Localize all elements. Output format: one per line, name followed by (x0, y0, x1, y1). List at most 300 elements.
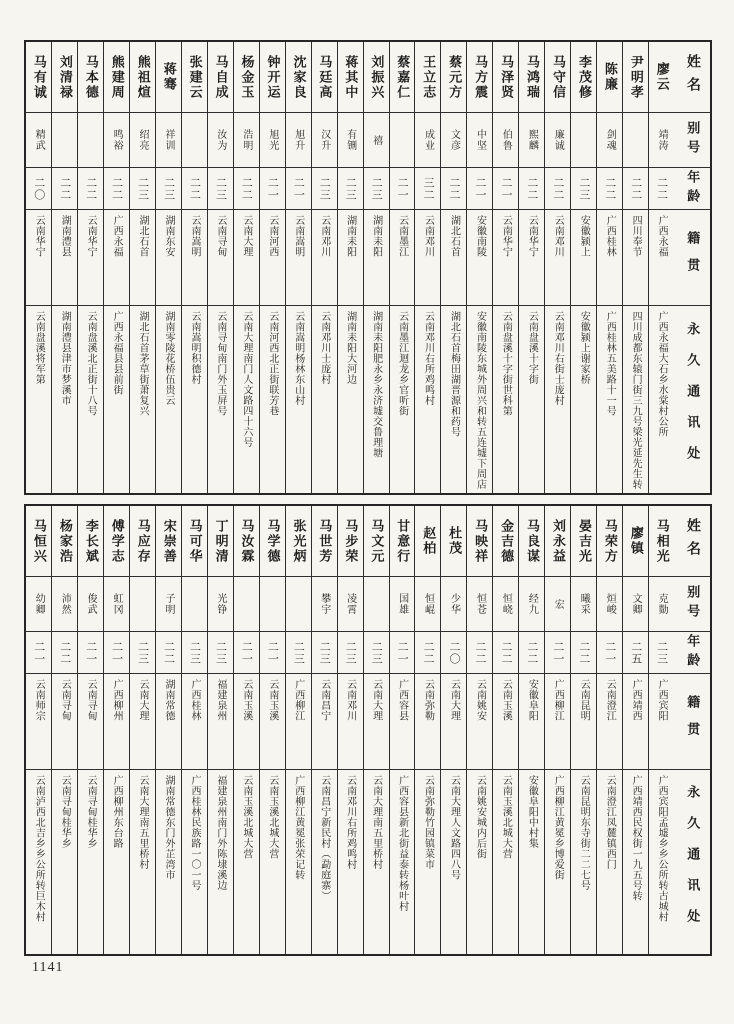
person-column (129, 506, 155, 954)
person-address: 安徽颍上谢家桥 (571, 305, 596, 493)
person-age: 二一 (260, 167, 285, 209)
person-native: 湖北石首 (130, 209, 155, 305)
header-column (674, 506, 710, 954)
person-native: 广西永福 (104, 209, 129, 305)
person-name: 傅学志 (109, 518, 125, 564)
person-alias: 绍亮 (130, 112, 155, 167)
person-column (492, 42, 518, 493)
header-name: 姓名 (684, 518, 700, 564)
person-native: 广西靖西 (623, 673, 648, 769)
person-alias (78, 112, 103, 167)
person-native: 广西宾阳 (649, 673, 674, 769)
person-name: 马有诚 (31, 54, 47, 100)
person-address: 云南寻甸桂华乡 (78, 769, 103, 954)
person-age: 二一 (390, 167, 415, 209)
person-name: 马荣方 (602, 518, 618, 564)
person-native: 云南昆明 (571, 673, 596, 769)
person-alias (130, 576, 155, 631)
person-address: 云南大理南五里桥村 (364, 769, 389, 954)
person-name: 熊祖煊 (135, 54, 151, 100)
person-name: 陈廉 (602, 62, 618, 92)
person-alias (286, 576, 311, 631)
person-age: 二三 (208, 167, 233, 209)
person-age: 二一 (545, 631, 570, 673)
header-native: 籍贯 (674, 209, 710, 305)
person-age: 二三 (156, 167, 181, 209)
person-column (596, 506, 622, 954)
person-name: 丁明清 (213, 518, 229, 564)
header-native: 籍贯 (674, 673, 710, 769)
person-name: 马泽贤 (499, 54, 515, 100)
person-address: 云南弥勒竹园镇菜市 (415, 769, 440, 954)
person-native: 湖南东安 (156, 209, 181, 305)
person-alias: 恒苍 (467, 576, 492, 631)
person-name: 马廷高 (317, 54, 333, 100)
person-address: 安徽阜阳中村集 (519, 769, 544, 954)
person-age: 二二 (649, 167, 674, 209)
person-alias: 汝为 (208, 112, 233, 167)
person-age: 二二 (493, 631, 518, 673)
person-native: 云南大理 (364, 673, 389, 769)
person-native: 云南玉溪 (260, 673, 285, 769)
person-column (207, 506, 233, 954)
person-name: 廖云 (654, 62, 670, 92)
person-name: 赵柏 (421, 526, 437, 556)
person-column (259, 42, 285, 493)
person-address: 云南玉溪北城大营 (234, 769, 259, 954)
person-column (285, 42, 311, 493)
person-name: 马映祥 (473, 518, 489, 564)
person-alias: 幼卿 (26, 576, 51, 631)
person-age: 二三 (182, 631, 207, 673)
person-name: 杜茂 (447, 526, 463, 556)
person-native: 云南邓川 (338, 673, 363, 769)
person-address: 云南玉溪北城大营 (260, 769, 285, 954)
person-alias: 俊武 (78, 576, 103, 631)
person-address: 福建泉州南门外陈埭溪边 (208, 769, 233, 954)
person-alias: 沛然 (52, 576, 77, 631)
person-name: 蒋骞 (161, 62, 177, 92)
person-native: 云南昌宁 (312, 673, 337, 769)
person-native: 云南华宁 (493, 209, 518, 305)
person-native: 云南嵩明 (286, 209, 311, 305)
person-column (544, 42, 570, 493)
person-alias: 光铮 (208, 576, 233, 631)
person-column (570, 506, 596, 954)
roster-table-lower (24, 504, 712, 956)
person-age: 二一 (467, 167, 492, 209)
person-column (337, 42, 363, 493)
person-address: 云南澄江凤麓镇西门 (597, 769, 622, 954)
person-native: 云南华宁 (78, 209, 103, 305)
header-alias: 别号 (674, 112, 710, 167)
person-name: 马汝霖 (239, 518, 255, 564)
person-alias: 有铏 (338, 112, 363, 167)
person-name: 王立志 (421, 54, 437, 100)
person-name: 马相光 (654, 518, 670, 564)
person-age: 二二 (519, 167, 544, 209)
person-age: 二三 (364, 631, 389, 673)
person-alias: 熙麟 (519, 112, 544, 167)
person-alias (52, 112, 77, 167)
roster-tables (24, 40, 712, 956)
person-native: 云南邓川 (312, 209, 337, 305)
person-column (233, 506, 259, 954)
person-address: 云南盘溪十字街 (519, 305, 544, 493)
person-column (518, 42, 544, 493)
person-age: 二一 (390, 631, 415, 673)
person-alias: 精武 (26, 112, 51, 167)
person-age: 二二 (519, 631, 544, 673)
person-age: 二一 (78, 631, 103, 673)
person-column (51, 506, 77, 954)
person-age: 二二 (597, 167, 622, 209)
person-name: 杨金玉 (239, 54, 255, 100)
person-native: 云南邓川 (545, 209, 570, 305)
person-address: 云南大理南门人文路四十六号 (234, 305, 259, 493)
person-native: 云南姚安 (467, 673, 492, 769)
person-age: 二三 (208, 631, 233, 673)
person-native: 云南嵩明 (182, 209, 207, 305)
person-column (622, 42, 648, 493)
person-alias: 浩明 (234, 112, 259, 167)
person-column (466, 42, 492, 493)
person-alias (364, 576, 389, 631)
person-age: 二一 (104, 631, 129, 673)
person-name: 马本德 (83, 54, 99, 100)
person-alias: 恒崐 (415, 576, 440, 631)
person-alias: 廉诚 (545, 112, 570, 167)
person-column (440, 506, 466, 954)
person-age: 二三 (312, 631, 337, 673)
person-alias: 曦采 (571, 576, 596, 631)
person-column (259, 506, 285, 954)
person-column (466, 506, 492, 954)
person-alias (182, 112, 207, 167)
person-name: 刘永益 (550, 518, 566, 564)
person-name: 李长斌 (83, 518, 99, 564)
person-address: 云南大理南五里桥村 (130, 769, 155, 954)
person-column (596, 42, 622, 493)
header-address: 永久通讯处 (674, 769, 710, 954)
person-native: 云南华宁 (519, 209, 544, 305)
person-age: 二三 (130, 167, 155, 209)
person-age: 二二 (156, 631, 181, 673)
person-alias: 宏 (545, 576, 570, 631)
person-column (622, 506, 648, 954)
person-alias: 剑魂 (597, 112, 622, 167)
person-native: 广西桂林 (597, 209, 622, 305)
person-address: 云南寻甸南门外玉屏号 (208, 305, 233, 493)
header-alias: 别号 (674, 576, 710, 631)
person-address: 云南邓川右所鸡鸣村 (338, 769, 363, 954)
header-age: 年龄 (674, 167, 710, 209)
person-name: 金吉德 (499, 518, 515, 564)
person-native: 安徽南陵 (467, 209, 492, 305)
person-alias: 旭升 (286, 112, 311, 167)
person-alias (234, 576, 259, 631)
person-alias: 文彦 (441, 112, 466, 167)
person-address: 广西柳州东台路 (104, 769, 129, 954)
person-alias (260, 576, 285, 631)
person-address: 云南泸西北吉乡乡公所转巨木村 (26, 769, 51, 954)
person-address: 云南大理人文路四八号 (441, 769, 466, 954)
person-name: 马良谋 (525, 518, 541, 564)
person-alias: 恒峣 (493, 576, 518, 631)
person-address: 广西桂林民族路一〇一号 (182, 769, 207, 954)
person-address: 云南盘溪将军第 (26, 305, 51, 493)
person-column (77, 506, 103, 954)
person-address: 云南邓川士庞村 (312, 305, 337, 493)
person-address: 安徽南陵东城外周兴和转五连墟下周店 (467, 305, 492, 493)
person-native: 云南寻甸 (52, 673, 77, 769)
person-age: 二〇 (26, 167, 51, 209)
person-alias: 中坚 (467, 112, 492, 167)
person-address: 湖南耒阳大河边 (338, 305, 363, 493)
person-name: 张建云 (187, 54, 203, 100)
person-alias: 克勚 (649, 576, 674, 631)
person-age: 二三 (312, 167, 337, 209)
person-age: 二二 (234, 167, 259, 209)
person-address: 广西桂林五美路十一号 (597, 305, 622, 493)
person-address: 湖南零陵花桥伍贵云 (156, 305, 181, 493)
person-name: 马文元 (369, 518, 385, 564)
person-column (544, 506, 570, 954)
person-native: 云南邓川 (415, 209, 440, 305)
person-age: 二一 (234, 631, 259, 673)
person-name: 张光炳 (291, 518, 307, 564)
person-address: 云南盘溪北正街十八号 (78, 305, 103, 493)
person-name: 马鸿瑞 (525, 54, 541, 100)
person-native: 安徽阜阳 (519, 673, 544, 769)
person-address: 四川成都东辕门街三九号梁光延先生转 (623, 305, 648, 493)
person-alias: 文卿 (623, 576, 648, 631)
header-age: 年龄 (674, 631, 710, 673)
person-native: 安徽颍上 (571, 209, 596, 305)
person-native: 云南河西 (260, 209, 285, 305)
person-column (440, 42, 466, 493)
person-native: 云南弥勒 (415, 673, 440, 769)
person-alias (182, 576, 207, 631)
person-age: 三二 (415, 167, 440, 209)
person-column (129, 42, 155, 493)
person-column (414, 506, 440, 954)
person-name: 蔡嘉仁 (395, 54, 411, 100)
person-column (155, 506, 181, 954)
person-name: 尹明孝 (628, 54, 644, 100)
person-address: 云南墨江迴龙乡官听街 (390, 305, 415, 493)
person-name: 熊建周 (109, 54, 125, 100)
person-column (648, 42, 674, 493)
person-alias (390, 112, 415, 167)
person-name: 刘振兴 (369, 54, 385, 100)
person-address: 广西宾阳孟墟乡乡公所转古城村 (649, 769, 674, 954)
person-name: 马守信 (550, 54, 566, 100)
person-age: 二二 (545, 167, 570, 209)
person-name: 马世芳 (317, 518, 333, 564)
person-column (648, 506, 674, 954)
person-native: 云南墨江 (390, 209, 415, 305)
person-column (77, 42, 103, 493)
person-alias: 少华 (441, 576, 466, 631)
person-name: 刘清禄 (57, 54, 73, 100)
person-address: 广西永福县县前街 (104, 305, 129, 493)
person-age: 二二 (182, 167, 207, 209)
person-age: 二二 (52, 631, 77, 673)
person-column (26, 506, 51, 954)
person-native: 云南玉溪 (234, 673, 259, 769)
person-column (492, 506, 518, 954)
person-name: 蒋其中 (343, 54, 359, 100)
person-alias: 凌霄 (338, 576, 363, 631)
person-column (233, 42, 259, 493)
person-name: 李茂修 (576, 54, 592, 100)
person-native: 湖南常德 (156, 673, 181, 769)
person-name: 廖镇 (628, 526, 644, 556)
person-name: 沈家良 (291, 54, 307, 100)
person-native: 广西桂林 (182, 673, 207, 769)
person-address: 湖北石首茅草街萧复兴 (130, 305, 155, 493)
person-age: 二一 (26, 631, 51, 673)
person-address: 湖南澧县津市梦溪市 (52, 305, 77, 493)
person-address: 广西靖西民权街一九五号转 (623, 769, 648, 954)
person-alias: 烜峻 (597, 576, 622, 631)
person-native: 广西柳州 (104, 673, 129, 769)
person-native: 四川奉节 (623, 209, 648, 305)
person-age: 二三 (571, 167, 596, 209)
person-name: 马学德 (265, 518, 281, 564)
person-column (103, 42, 129, 493)
person-alias: 国雄 (390, 576, 415, 631)
person-native: 湖北石首 (441, 209, 466, 305)
person-native: 广西永福 (649, 209, 674, 305)
person-name: 宋崇善 (161, 518, 177, 564)
person-column (389, 506, 415, 954)
person-name: 杨家浩 (57, 518, 73, 564)
page-number: 1141 (32, 960, 64, 975)
person-name: 马恒兴 (31, 518, 47, 564)
person-column (181, 506, 207, 954)
person-age: 二三 (364, 167, 389, 209)
person-native: 云南玉溪 (493, 673, 518, 769)
person-name: 马步荣 (343, 518, 359, 564)
person-native: 湖南耒阳 (338, 209, 363, 305)
person-column (155, 42, 181, 493)
person-alias: 靖涛 (649, 112, 674, 167)
person-column (363, 506, 389, 954)
person-address: 云南邓川右街士庞村 (545, 305, 570, 493)
person-column (363, 42, 389, 493)
person-address: 广西柳江黄冕乡博爱街 (545, 769, 570, 954)
person-address: 广西容县新北街益泰转杨叶村 (390, 769, 415, 954)
roster-table-upper (24, 40, 712, 495)
person-name: 甘意行 (395, 518, 411, 564)
person-name: 马自成 (213, 54, 229, 100)
person-address: 湖南耒阳肥永乡永济墟交鲁理塘 (364, 305, 389, 493)
person-name: 晏吉光 (576, 518, 592, 564)
person-address: 湖南常德东门外芷湾市 (156, 769, 181, 954)
person-age: 二一 (260, 631, 285, 673)
header-address: 永久通讯处 (674, 305, 710, 493)
person-age: 二二 (441, 167, 466, 209)
person-native: 云南大理 (441, 673, 466, 769)
person-column (311, 506, 337, 954)
person-age: 二二 (415, 631, 440, 673)
person-native: 福建泉州 (208, 673, 233, 769)
person-native: 云南澄江 (597, 673, 622, 769)
person-alias: 禧 (364, 112, 389, 167)
person-age: 二三 (286, 631, 311, 673)
person-native: 湖南澧县 (52, 209, 77, 305)
person-column (285, 506, 311, 954)
person-address: 广西柳江黄冕张荣记转 (286, 769, 311, 954)
person-native: 云南寻甸 (208, 209, 233, 305)
person-native: 云南大理 (234, 209, 259, 305)
person-column (181, 42, 207, 493)
person-age: 二二 (52, 167, 77, 209)
person-age: 二五 (623, 631, 648, 673)
person-address: 云南邓川右所鸡鸣村 (415, 305, 440, 493)
header-column (674, 42, 710, 493)
person-alias: 旭光 (260, 112, 285, 167)
person-name: 马应存 (135, 518, 151, 564)
person-column (311, 42, 337, 493)
person-alias: 伯鲁 (493, 112, 518, 167)
person-address: 云南玉溪北城大营 (493, 769, 518, 954)
person-alias: 祥训 (156, 112, 181, 167)
header-name: 姓名 (684, 54, 700, 100)
person-native: 广西柳江 (545, 673, 570, 769)
person-alias: 汉升 (312, 112, 337, 167)
person-alias: 攀宇 (312, 576, 337, 631)
person-address: 云南寻甸桂华乡 (52, 769, 77, 954)
person-alias: 子明 (156, 576, 181, 631)
person-age: 二二 (467, 631, 492, 673)
person-column (414, 42, 440, 493)
person-address: 云南昆明东寺街二二七号 (571, 769, 596, 954)
person-alias (571, 112, 596, 167)
person-address: 云南嵩明积德村 (182, 305, 207, 493)
person-column (389, 42, 415, 493)
person-native: 云南华宁 (26, 209, 51, 305)
person-age: 二二 (623, 167, 648, 209)
person-column (26, 42, 51, 493)
person-address: 云南嵩明杨林东山村 (286, 305, 311, 493)
person-name: 蔡元方 (447, 54, 463, 100)
person-age: 二一 (493, 167, 518, 209)
person-name: 马可华 (187, 518, 203, 564)
person-address: 广西永福大石乡水棠村公所 (649, 305, 674, 493)
person-age: 二一 (597, 631, 622, 673)
person-alias: 经九 (519, 576, 544, 631)
person-address: 云南河西北正街联芳巷 (260, 305, 285, 493)
person-column (570, 42, 596, 493)
person-address: 湖北石首梅田湖晋源和药号 (441, 305, 466, 493)
person-column (337, 506, 363, 954)
person-name: 钟开运 (265, 54, 281, 100)
person-column (207, 42, 233, 493)
person-native: 广西柳江 (286, 673, 311, 769)
person-address: 云南昌宁新民村（勐庭寨） (312, 769, 337, 954)
person-column (518, 506, 544, 954)
person-alias: 鸣裕 (104, 112, 129, 167)
person-name: 马方震 (473, 54, 489, 100)
person-alias: 虹冈 (104, 576, 129, 631)
person-age: 二三 (338, 167, 363, 209)
person-alias: 成业 (415, 112, 440, 167)
person-age: 二二 (571, 631, 596, 673)
person-age: 二〇 (441, 631, 466, 673)
